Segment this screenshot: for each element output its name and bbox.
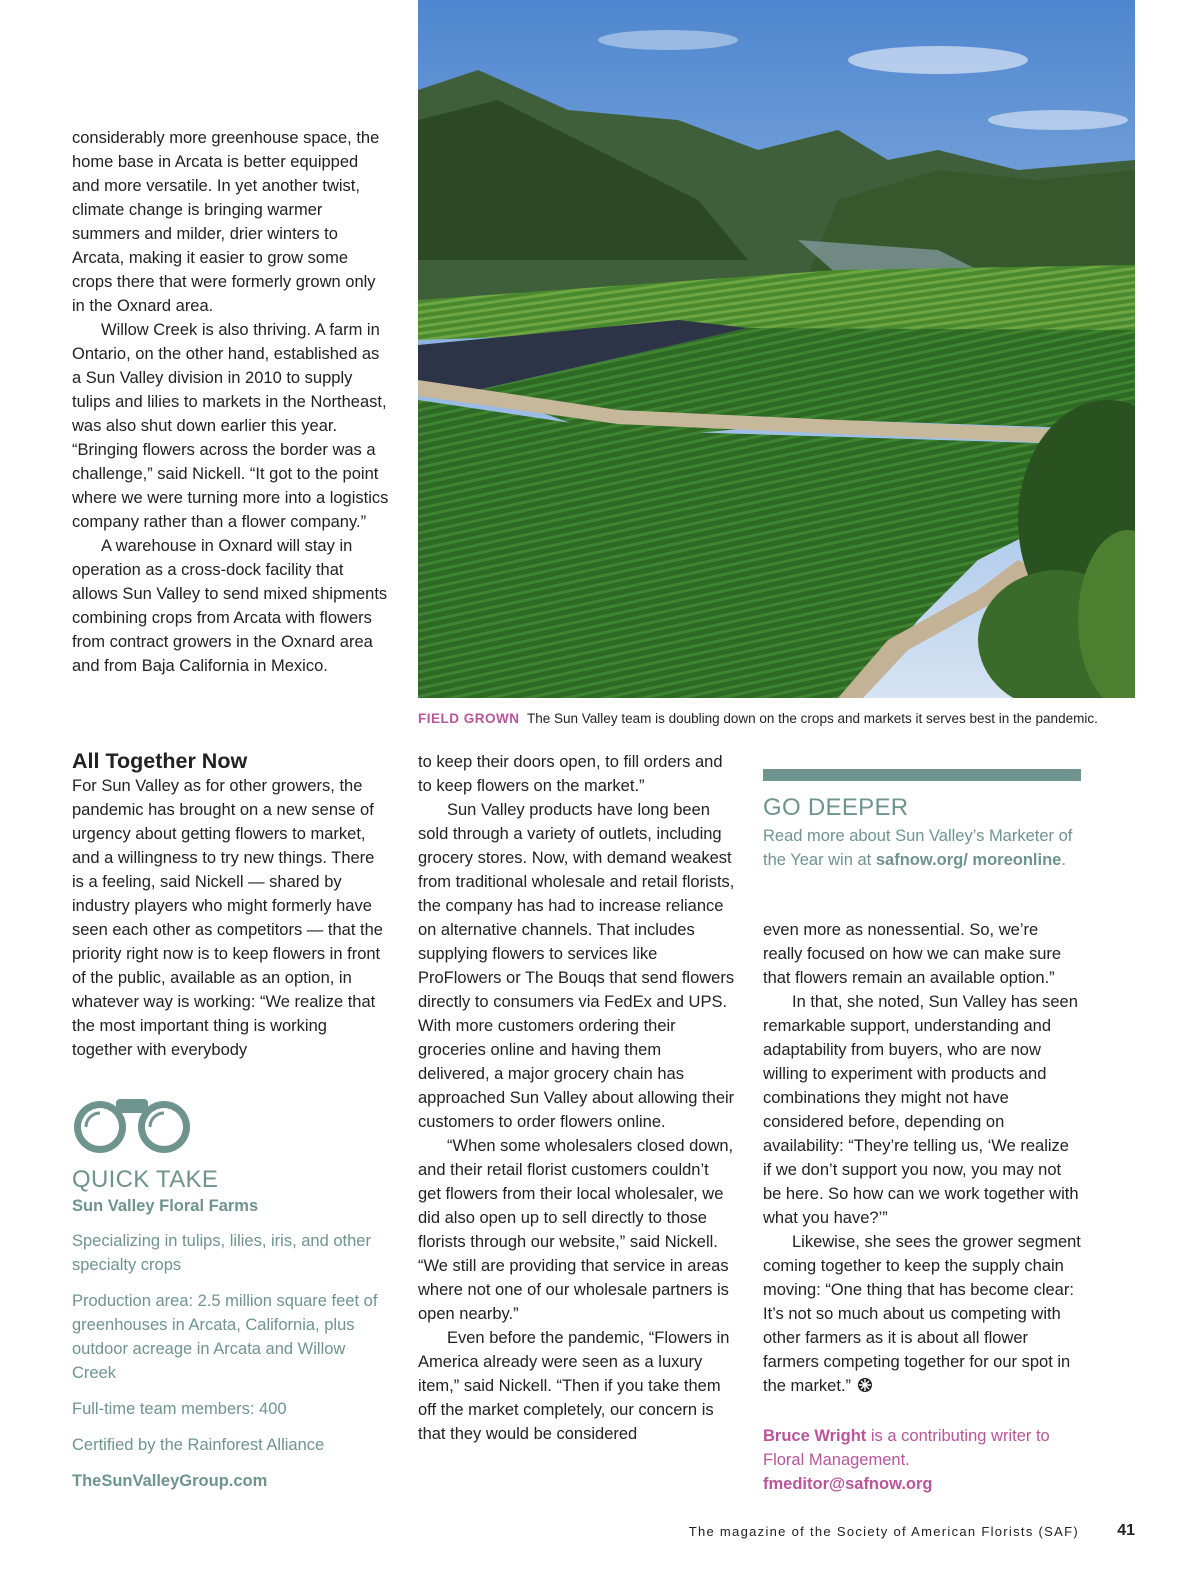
paragraph: A warehouse in Oxnard will stay in operation as a cross-dock facility that allows Sun Valley to send mixed shipments combining crops from Arcata with flowers from contract growers in the Oxnard area and from Baja California in Mexico. xyxy=(72,537,388,675)
caption-label: FIELD GROWN xyxy=(418,711,520,726)
article-column-left xyxy=(72,748,390,1062)
end-mark-icon xyxy=(856,1377,874,1393)
go-deeper-title: GO DEEPER xyxy=(763,794,909,821)
quick-take-item: Certified by the Rainforest Alliance xyxy=(72,1436,325,1454)
paragraph-last xyxy=(763,1230,1081,1398)
paragraph: to keep their doors open, to fill orders and to keep flowers on the market.” xyxy=(418,753,723,795)
photo-caption xyxy=(418,710,1158,728)
article-column-middle xyxy=(418,750,736,1446)
paragraph: even more as nonessential. So, we’re really focused on how we can make sure that flowers remain an available option.” xyxy=(763,921,1062,987)
quick-take-item: Full-time team members: 400 xyxy=(72,1400,287,1418)
quick-take-title: QUICK TAKE xyxy=(72,1166,219,1193)
quick-take-item: Specializing in tulips, lilies, iris, and other specialty crops xyxy=(72,1232,371,1274)
paragraph: Sun Valley products have long been sold through a variety of outlets, including grocery stores. Now, with demand weakest from traditional wholesale and retail florists, the company has had to increase reliance on alternative channels. That includes supplying flowers to services like ProFlowers or The Bouqs that send flowers directly to consumers via FedEx and UPS. With more customers ordering their groceries online and having them delivered, a major grocery chain has approached Sun Valley about allowing their customers to order flowers online. xyxy=(418,801,735,1131)
go-deeper-period: . xyxy=(1061,851,1066,869)
paragraph: considerably more greenhouse space, the home base in Arcata is better equipped and more versatile. In yet another twist, climate change is bringing warmer summers and milder, drier winters to Arcata, making it easier to grow some crops there that were formerly grown only in the Oxnard area. xyxy=(72,129,380,315)
website-link[interactable]: TheSunValleyGroup.com xyxy=(72,1472,268,1490)
page-footer xyxy=(0,1522,1135,1542)
author-email[interactable]: fmeditor@safnow.org xyxy=(763,1475,933,1493)
paragraph: Even before the pandemic, “Flowers in America already were seen as a luxury item,” said Nickell. “Then if you take them off the market completely, our concern is that they would be considered xyxy=(418,1329,730,1443)
page-number: 41 xyxy=(1117,1522,1135,1539)
article-column-right xyxy=(763,918,1081,1496)
byline-text: is a contributing writer to Floral Management. xyxy=(763,1427,1050,1469)
paragraph: In that, she noted, Sun Valley has seen remarkable support, understanding and adaptability from buyers, who are now willing to experiment with products and combinations they might not have considered before, depending on availability: “They’re telling us, ‘We realize if we don’t support you now, you may not be here. So how can we work together with what you have?’” xyxy=(763,993,1079,1227)
go-deeper-box xyxy=(763,792,1081,872)
paragraph: Willow Creek is also thriving. A farm in Ontario, on the other hand, established as a Sun Valley division in 2010 to supply tulips and lilies to markets in the Northeast, was also shut down earlier this year. “Bringing flowers across the border was a challenge,” said Nickell. “It got to the point where we were turning more into a logistics company rather than a flower company.” xyxy=(72,321,389,531)
go-deeper-text xyxy=(763,824,1081,872)
go-deeper-bar xyxy=(763,769,1081,781)
go-deeper-link[interactable]: safnow.org/ moreonline xyxy=(875,851,1062,869)
section-heading: All Together Now xyxy=(72,749,248,773)
quick-take-item: Production area: 2.5 million square feet of greenhouses in Arcata, California, plus outdoor acreage in Arcata and Willow Creek xyxy=(72,1292,378,1382)
byline xyxy=(763,1424,1081,1496)
author-name: Bruce Wright xyxy=(763,1427,867,1445)
quick-take-subtitle: Sun Valley Floral Farms xyxy=(72,1197,259,1215)
go-deeper-body: Read more about Sun Valley’s Marketer of the Year win at xyxy=(763,827,1073,869)
caption-text: The Sun Valley team is doubling down on the crops and markets it serves best in the pandemic. xyxy=(527,711,1098,726)
quick-take-box xyxy=(72,1165,390,1505)
paragraph: “When some wholesalers closed down, and their retail florist customers couldn’t get flowers from their local wholesaler, we did also open up to sell directly to those florists through our website,” said Nickell. “We still are providing that service in areas where not one of our wholesale partners is open nearby.” xyxy=(418,1137,734,1323)
field-photo xyxy=(418,0,1135,698)
binoculars-icon xyxy=(72,1097,192,1155)
article-column-top-left xyxy=(72,126,390,678)
paragraph: For Sun Valley as for other growers, the pandemic has brought on a new sense of urgency about getting flowers to market, and a willingness to try new things. There is a feeling, said Nickell — shared by industry players who might formerly have seen each other as competitors — that the priority right now is to keep flowers in front of the public, available as an option, in whatever way is working: “We realize that the most important thing is working together with everybody xyxy=(72,777,383,1059)
paragraph-text: Likewise, she sees the grower segment coming together to keep the supply chain moving: “One thing that has become clear: It’s not so much about us competing with other farmers as it is about all flower farmers competing together for our spot in the market.” xyxy=(763,1233,1081,1395)
footer-tagline: The magazine of the Society of American Florists (SAF) xyxy=(688,1524,1079,1539)
